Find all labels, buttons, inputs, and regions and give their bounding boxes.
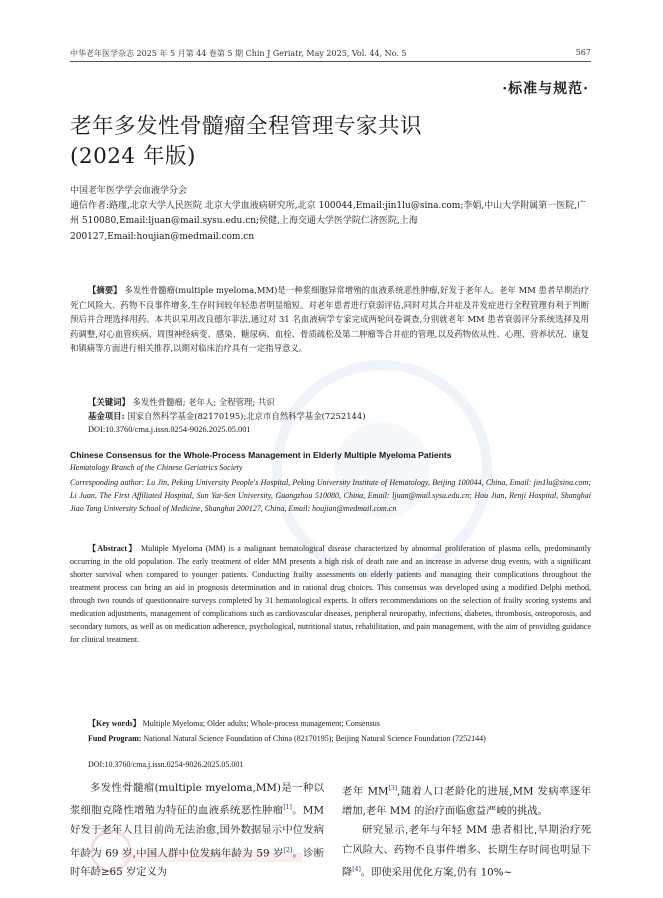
abstract-cn-text: 多发性骨髓瘤(multiple myeloma,MM)是一种浆细胞异常增殖的血液系统恶性肿瘤,好发于老年人。老年 MM 患者早期治疗死亡风险大、药物不良事件增多,生存时间较年轻患者明显缩短。对老年患者进行衰弱评估,同时对其合并症及并发症进行全程管理有利于判断预后并合理选择用药。本共识采用改良德尔菲法,通过对 31 名血液病学专家完成两轮问卷调查,分别就老年 MM 患者衰弱评分系统选择及用药调整,对心血管疾病、周围神经病变、感染、糖尿病、血栓、骨质疏松及第二肿瘤等合并症的管理,以及药物依从性、心理、营养状况、康复和镇痛等方面进行相关推荐,以期对临床治疗具有一定指导意义。 — [70, 285, 590, 354]
body-text: 多发性骨髓瘤(multiple myeloma,MM)是一种以浆细胞克隆性增殖为特征的血液系统恶性肿瘤 — [70, 782, 324, 817]
page-number: 567 — [575, 48, 591, 57]
fund-en-label: Fund Program: — [88, 734, 142, 743]
keywords-en — [88, 718, 591, 729]
reference-link[interactable]: [1] — [283, 804, 292, 812]
body-text: 。诊断时年龄≥65 岁定义为 — [70, 847, 325, 879]
keywords-en-text: Multiple Myeloma; Older adults; Whole-process management; Consensus — [142, 719, 380, 728]
keywords-en-label: 【Key words】 — [88, 719, 141, 728]
reference-link[interactable]: [2] — [283, 846, 293, 854]
header-rule — [70, 61, 591, 62]
fund-cn — [88, 410, 591, 422]
english-author-group: Hematology Branch of the Chinese Geriatrics Society — [70, 463, 243, 472]
body-column-left — [70, 779, 324, 883]
fund-cn-text: 国家自然科学基金(82170195);北京市自然科学基金(7252144) — [127, 411, 366, 421]
abstract-cn-label: 【摘要】 — [88, 285, 122, 295]
doi-cn: DOI:10.3760/cma.j.issn.0254-9026.2025.05.001 — [88, 425, 251, 434]
abstract-cn — [70, 283, 589, 356]
fund-en — [70, 732, 591, 745]
keywords-cn-label: 【关键词】 — [88, 397, 130, 407]
abstract-en-text: Multiple Myeloma (MM) is a malignant hematological disease characterized by abnormal proliferation of plasma cells, predominantly occurring in the old population. The early treatment of elder MM presents a high risk of death rate and an increase in adverse drug events, with a significant shorter survival when compared to younger patients. Conducting frailty assessments on elderly patients and managing their complications throughout the treatment process can bring an aid in prognosis determination and in rational drug choices. This consensus was developed using a modified Delphi method, through two rounds of questionnaire surveys completed by 31 hematological experts. It offers recommendations on the selection of frailty scoring systems and medication adjustments, management of complications such as cardiovascular diseases, peripheral neuropathy, infections, diabetes, thrombosis, osteoporosis, and secondary tumors, as well as on medication adherence, psychological, nutritional status, rehabilitation, and pain management, with the aim of providing guidance for clinical treatment. — [70, 544, 592, 644]
body-paragraph — [342, 821, 591, 883]
correspondence-cn: 通信作者:路瑾,北京大学人民医院 北京大学血液病研究所,北京 100044,Email:jin1lu@sina.com;李娟,中山大学附属第一医院,广州 510080,Email:ljuan@mail.sysu.edu.cn;侯健,上海交通大学医学院仁济医院,上海 200127,Email:houjian@medmail.com.cn — [70, 201, 587, 242]
reference-link[interactable]: [4] — [352, 866, 361, 874]
section-label: ·标准与规范· — [502, 81, 589, 97]
keywords-cn-text: 多发性骨髓瘤; 老年人; 全程管理; 共识 — [132, 397, 275, 407]
reference-link[interactable]: [3] — [388, 785, 398, 792]
english-title: Chinese Consensus for the Whole-Process Management in Elderly Multiple Myeloma Patients — [70, 450, 452, 460]
body-text: 。即使采用优化方案,仍有 10%~ — [360, 866, 513, 879]
abstract-en-label: 【Abstract】 — [88, 544, 138, 553]
title-line-2: (2024 年版) — [70, 144, 196, 169]
body-text: 老年 MM — [342, 785, 389, 798]
keywords-cn — [88, 396, 591, 408]
journal-citation: 中华老年医学杂志 2025 年 5 月第 44 卷第 5 期 Chin J Geriatr, May 2025, Vol. 44, No. 5 — [70, 49, 407, 58]
body-text: 研究显示,老年与年轻 MM 患者相比,早期治疗死亡风险大、药物不良事件增多、长期生存时间也明显下降 — [342, 824, 591, 879]
doi-en: DOI:10.3760/cma.j.issn.0254-9026.2025.05.001 — [88, 760, 244, 769]
fund-cn-label: 基金项目: — [88, 411, 125, 421]
body-text: ,随着人口老龄化的进展,MM 发病率逐年增加,老年 MM 的治疗面临愈益严峻的挑战。 — [342, 785, 591, 817]
abstract-en — [70, 542, 591, 646]
fund-en-text: National Natural Science Foundation of China (82170195); Beijing Natural Science Foundation (7252144) — [143, 734, 486, 743]
running-header — [70, 48, 591, 59]
english-correspondence: Corresponding author: Lu Jin, Peking University People's Hospital, Peking University Institute of Hematology, Beijing 100044, China, Email: jin1lu@sina.com; Li Juan, The First Affiliated Hospital, Sun Yat-Sen University, Guangzhou 510080, China, Email: ljuan@mail.sysu.edu.cn; Hou Jian, Renji Hospital, Shanghai Jiao Tong University School of Medicine, Shanghai 200127, China, Email: houjian@medmail.com.cn — [70, 478, 591, 514]
body-text: 。MM 好发于老年人且目前尚无法治愈,国外数据显示中位发病年龄为 69 岁,中国人群中位发病年龄为 59 岁 — [70, 804, 325, 860]
author-group: 中国老年医学学会血液学分会 — [70, 186, 188, 196]
title-line-1: 老年多发性骨髓瘤全程管理专家共识 — [70, 114, 423, 139]
body-paragraph — [342, 779, 591, 821]
article-title — [70, 112, 422, 172]
body-column-right — [342, 779, 591, 883]
